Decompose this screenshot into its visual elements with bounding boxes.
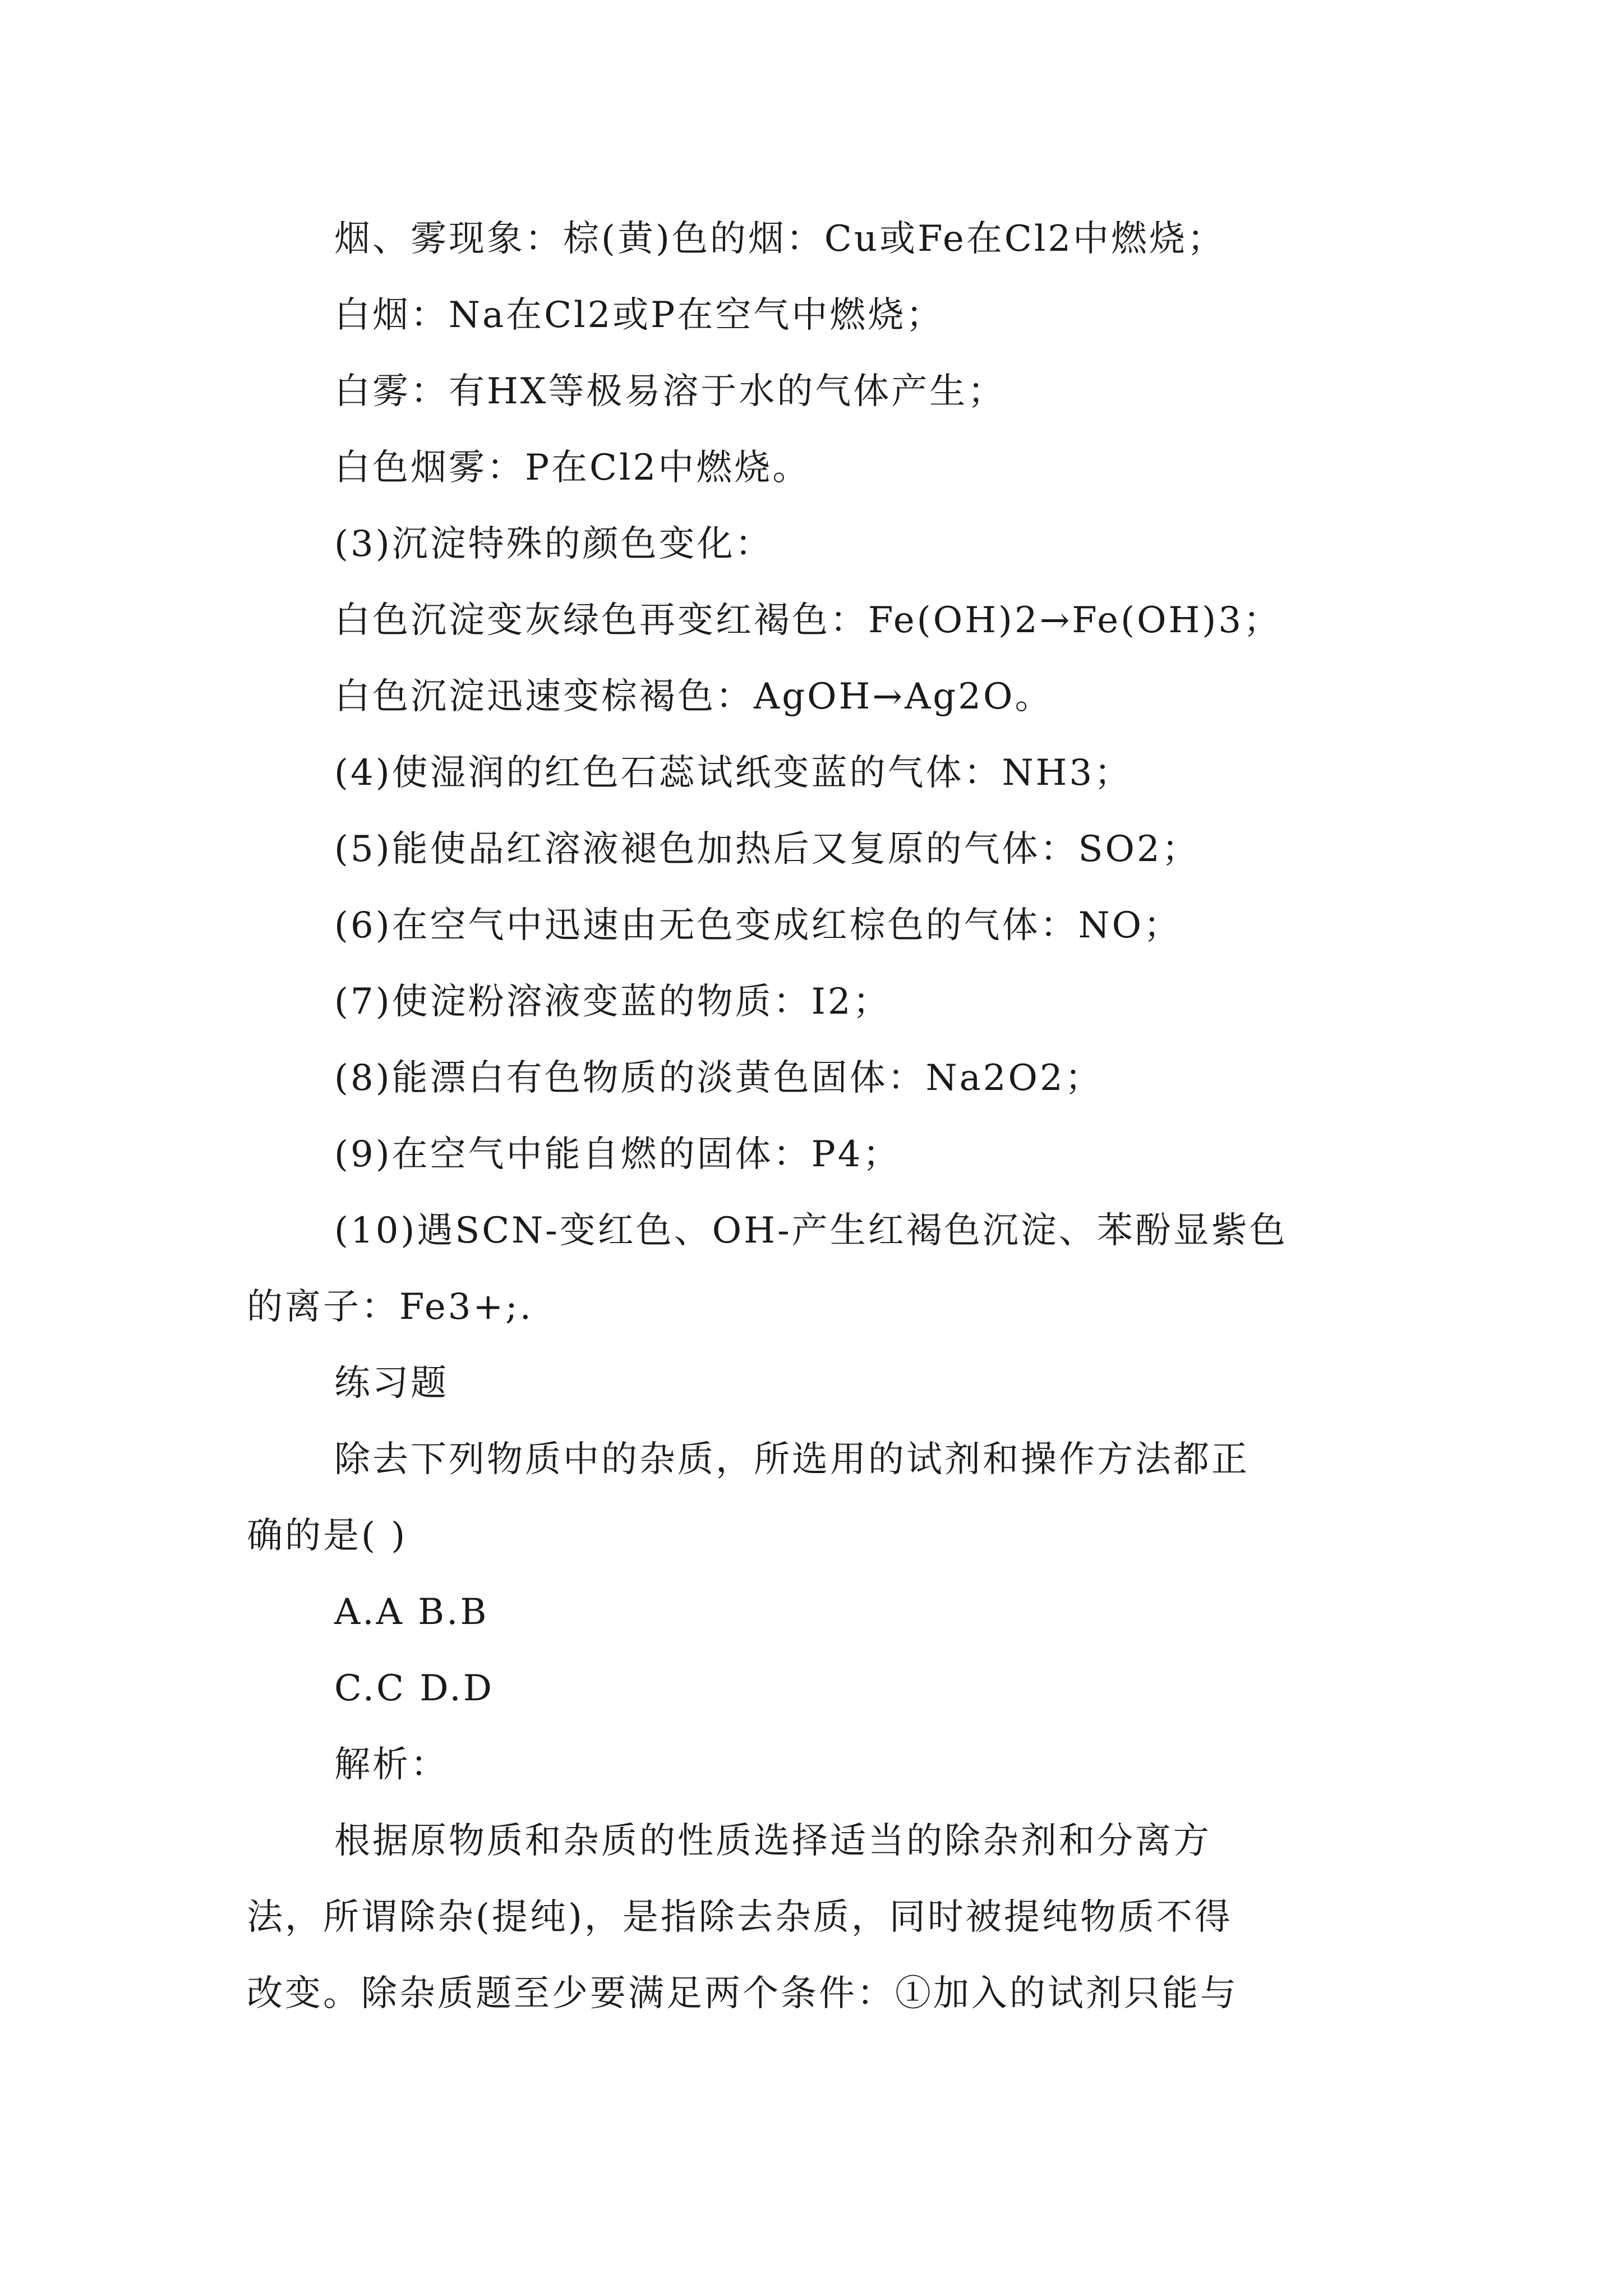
text-line: 练习题 — [334, 1363, 449, 1404]
text-line: 白雾：有HX等极易溶于水的气体产生； — [334, 371, 1006, 412]
text-line: 根据原物质和杂质的性质选择适当的除杂剂和分离方 — [334, 1820, 1211, 1862]
text-line: (5)能使品红溶液褪色加热后又复原的气体：SO2； — [334, 829, 1200, 870]
text-line: (4)使湿润的红色石蕊试纸变蓝的气体：NH3； — [334, 752, 1133, 794]
text-line: (6)在空气中迅速由无色变成红棕色的气体：NO； — [334, 905, 1182, 946]
text-line: 白色沉淀迅速变棕褐色：AgOH→Ag2O。 — [334, 676, 1053, 717]
text-line: 白色烟雾：P在Cl2中燃烧。 — [334, 447, 811, 489]
text-line: C.C D.D — [334, 1668, 495, 1709]
text-line: 除去下列物质中的杂质，所选用的试剂和操作方法都正 — [334, 1439, 1249, 1480]
text-line: 的离子：Fe3+;. — [247, 1286, 534, 1328]
text-line: (10)遇SCN-变红色、OH-产生红褐色沉淀、苯酚显紫色 — [334, 1210, 1288, 1251]
document-body — [247, 201, 1389, 2032]
text-line: 改变。除杂质题至少要满足两个条件：①加入的试剂只能与 — [247, 1973, 1238, 2014]
text-line: 烟、雾现象：棕(黄)色的烟：Cu或Fe在Cl2中燃烧； — [334, 218, 1226, 260]
text-line: 白烟：Na在Cl2或P在空气中燃烧； — [334, 295, 944, 336]
text-line: 法，所谓除杂(提纯)，是指除去杂质，同时被提纯物质不得 — [247, 1897, 1233, 1938]
text-line: (8)能漂白有色物质的淡黄色固体：Na2O2； — [334, 1057, 1103, 1099]
text-line: 确的是( ) — [247, 1515, 408, 1557]
text-line: (9)在空气中能自燃的固体：P4； — [334, 1134, 901, 1175]
text-line: 白色沉淀变灰绿色再变红褐色：Fe(OH)2→Fe(OH)3； — [334, 600, 1282, 641]
text-line: 解析： — [334, 1744, 449, 1786]
text-line: (3)沉淀特殊的颜色变化： — [334, 523, 773, 565]
text-line: (7)使淀粉溶液变蓝的物质：I2； — [334, 981, 891, 1023]
text-line: A.A B.B — [334, 1591, 489, 1633]
